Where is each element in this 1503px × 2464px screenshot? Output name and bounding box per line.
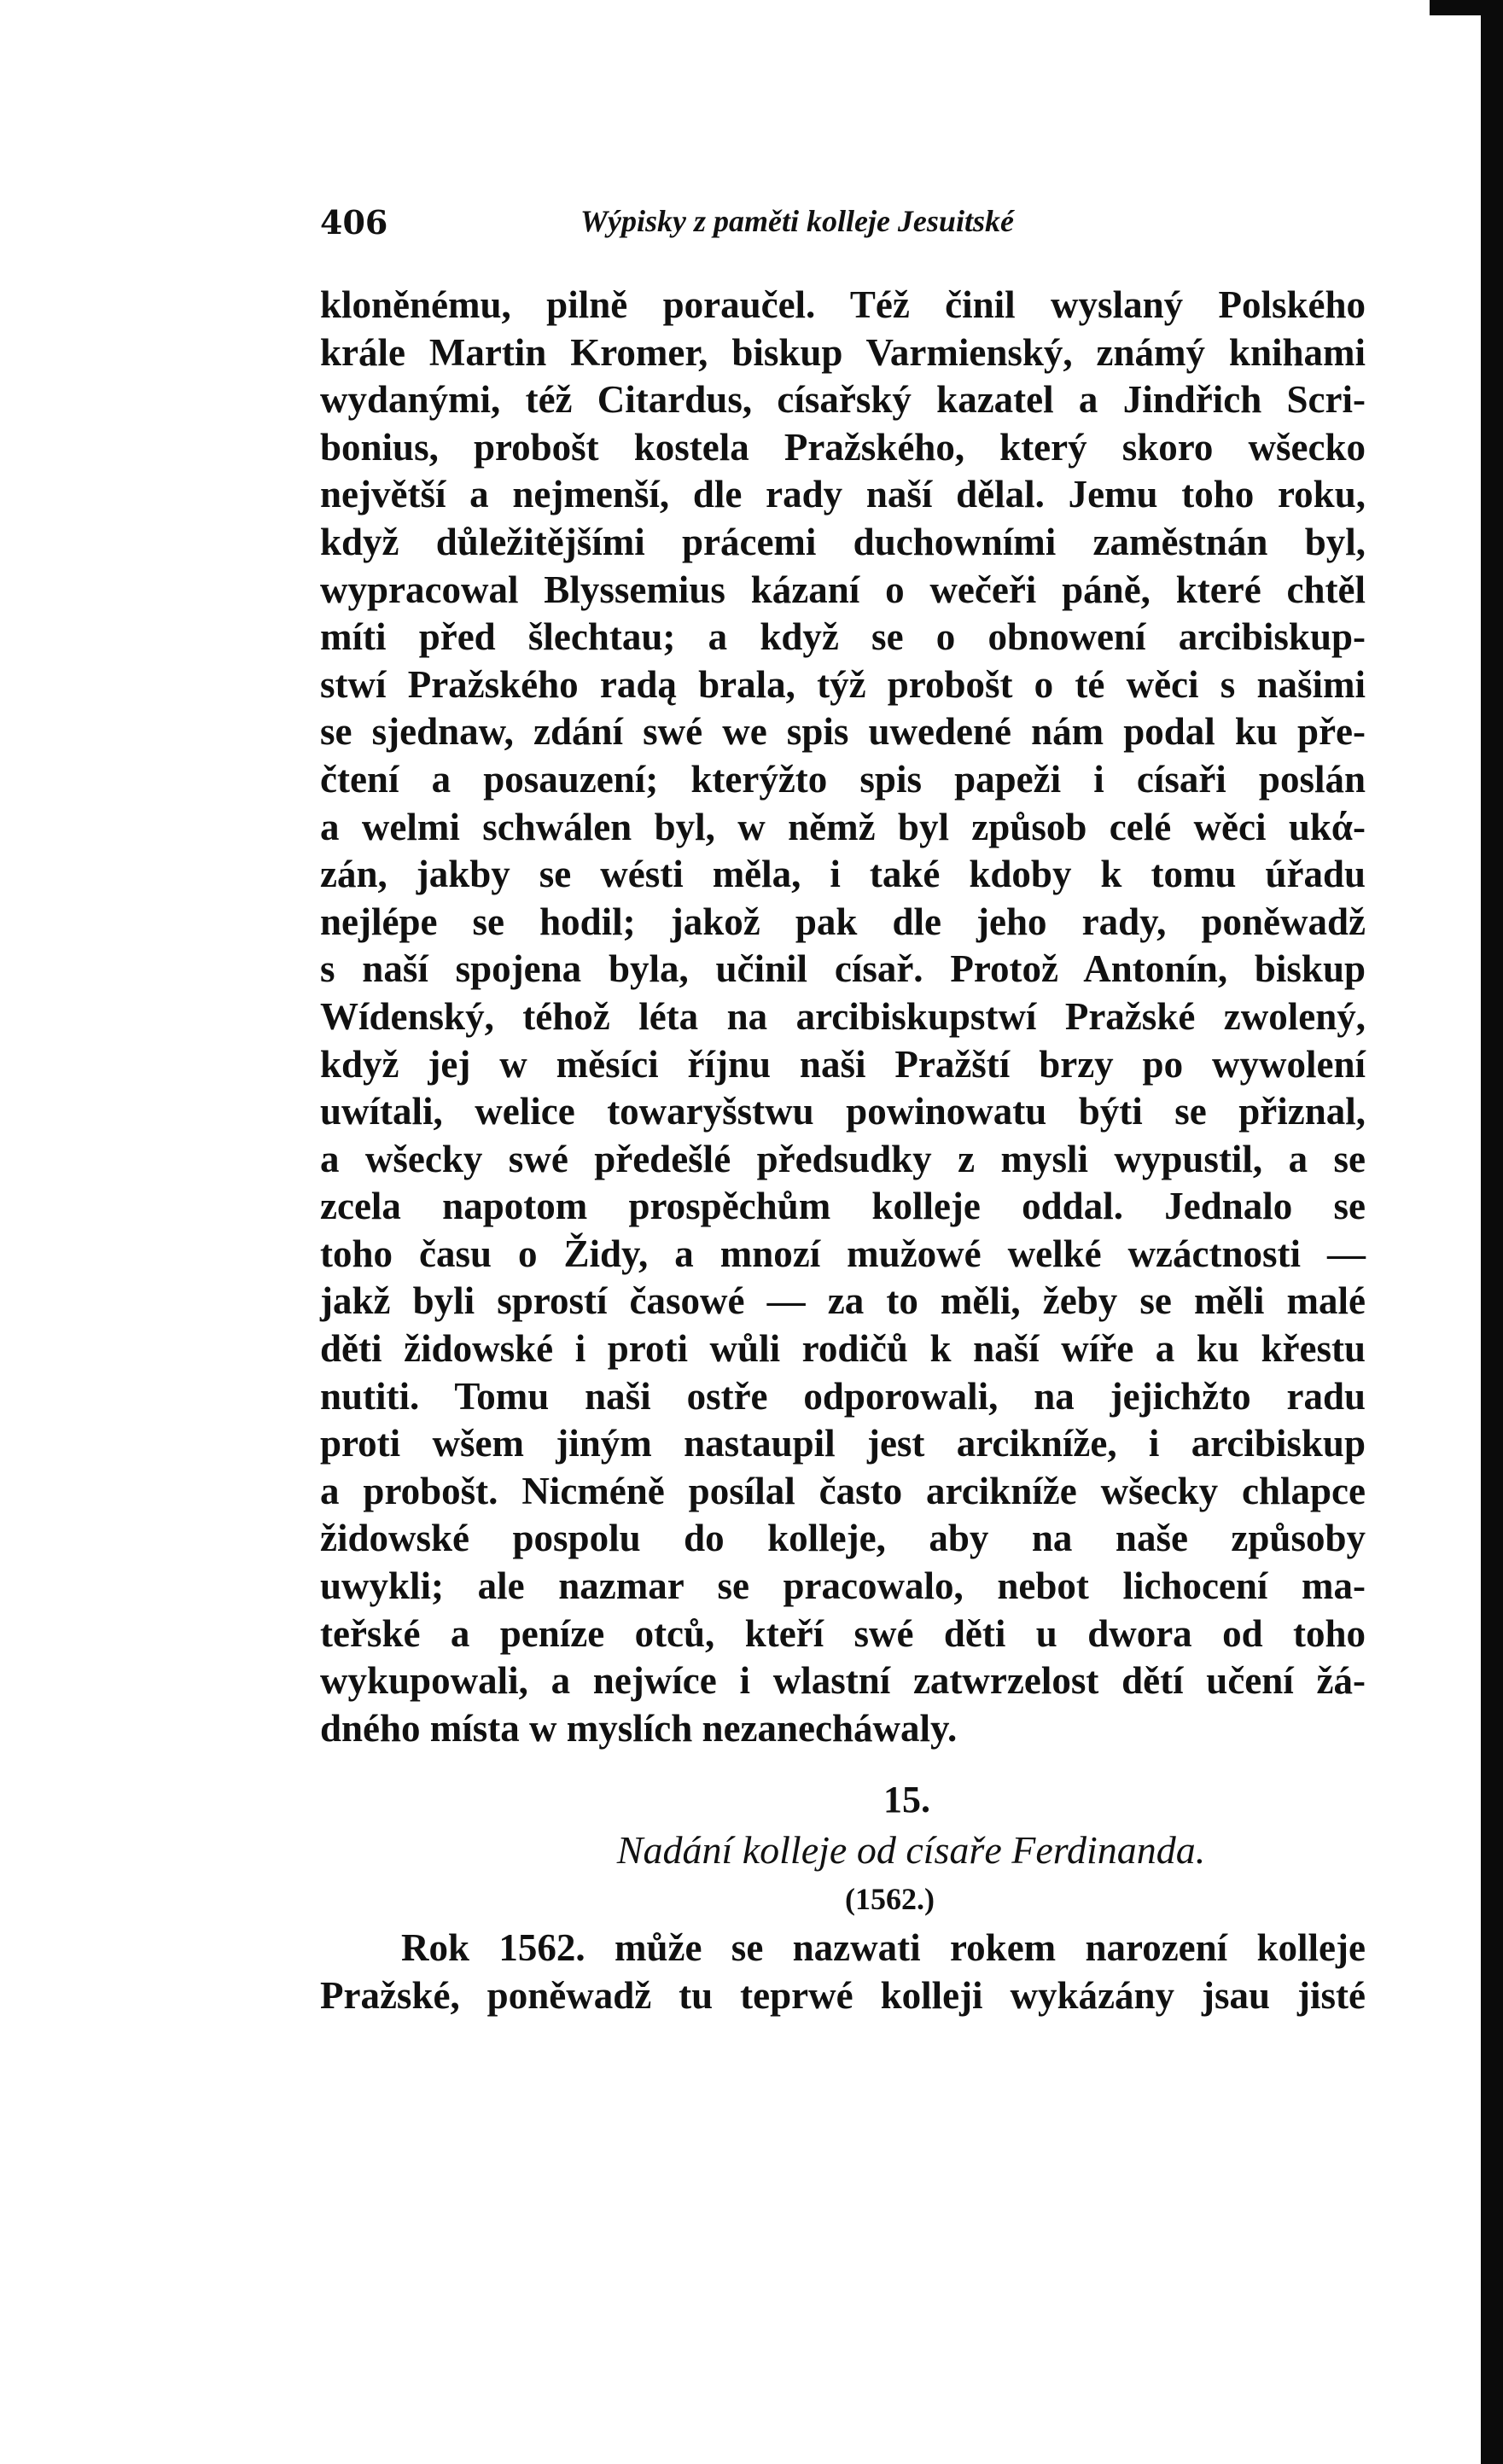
text-line: dného místa w myslích nezanecháwaly.	[320, 1706, 958, 1750]
text-line: Pražské, poněwadž tu teprwé kolleji wykázány jsau jisté	[320, 1974, 1366, 2017]
text-line: stwí Pražského radą brala, týž probošt o té wěci s našimi	[320, 662, 1366, 706]
book-page	[320, 196, 1366, 2020]
text-line: děti židowské i proti wůli rodičů k naší wíře a ku křestu	[320, 1327, 1366, 1371]
text-line: wypracowal Blyssemius kázaní o wečeři páně, které chtěl	[320, 568, 1366, 611]
scan-border-top	[1430, 0, 1481, 15]
text-line: teřské a peníze otců, kteří swé děti u dwora od toho	[320, 1611, 1366, 1655]
section-number: 15.	[883, 1779, 930, 1821]
page-number: 406	[320, 203, 388, 242]
text-line: zcela napotom prospěchům kolleje oddal. Jednalo se	[320, 1185, 1366, 1228]
text-line: nejlépe se hodil; jakož pak dle jeho rady, poněwadž	[320, 900, 1366, 943]
text-line: když důležitějšími prácemi duchowními zaměstnán byl,	[320, 520, 1366, 563]
text-line: se sjednaw, zdání swé we spis uwedené nám podal ku pře-	[320, 710, 1366, 754]
text-line: a welmi schwálen byl, w němž byl způsob celé wěci ukά-	[320, 805, 1366, 848]
text-line: zán, jakby se wésti měla, i také kdoby k tomu úřadu	[320, 853, 1366, 896]
text-line: a probošt. Nicméně posílal často arcikníže wšecky chlapce	[320, 1469, 1366, 1512]
text-line: uwykli; ale nazmar se pracowalo, nebot lichocení ma-	[320, 1564, 1366, 1608]
text-line: židowské pospolu do kolleje, aby na naše způsoby	[320, 1517, 1366, 1560]
text-line: čtení a posauzení; kterýžto spis papeži i císaři poslán	[320, 757, 1366, 801]
text-line: když jej w měsíci říjnu naši Pražští brzy po wywolení	[320, 1042, 1366, 1086]
text-line: míti před šlechtau; a když se o obnowení arcibiskup-	[320, 615, 1366, 659]
text-line: wykupowali, a nejwíce i wlastní zatwrzelost dětí učení žá-	[320, 1659, 1366, 1703]
text-line: krále Martin Kromer, biskup Varmienský, známý knihami	[320, 330, 1366, 374]
running-head: Wýpisky z paměti kolleje Jesuitské	[580, 204, 1014, 238]
section-title: Nadání kolleje od císaře Ferdinanda.	[616, 1828, 1206, 1873]
text-line: uwítali, welice towaryšstwu powinowatu býti se přiznal,	[320, 1090, 1366, 1133]
text-line: kloněnému, pilně poraučel. Též činil wyslaný Polského	[320, 283, 1366, 326]
text-line: a wšecky swé předešlé předsudky z mysli wypustil, a se	[320, 1137, 1366, 1180]
text-line: bonius, probošt kostela Pražského, který skoro wšecko	[320, 425, 1366, 469]
text-line: největší a nejmenší, dle rady naší dělal. Jemu toho roku,	[320, 473, 1366, 516]
section-body-text	[320, 1925, 1366, 2019]
page-header	[320, 196, 1366, 256]
text-line: Wídenský, téhož léta na arcibiskupstwí Pražské zwolený,	[320, 994, 1366, 1038]
text-line: wydanými, též Citardus, císařský kazatel a Jindřich Scri-	[320, 378, 1366, 422]
scan-border-right	[1481, 0, 1503, 2464]
body-text	[320, 282, 1366, 1752]
text-line: Rok 1562. může se nazwati rokem narození kolleje	[401, 1926, 1366, 1970]
text-line: s naší spojena byla, učinil císař. Protož Antonín, biskup	[320, 947, 1366, 991]
text-line: proti wšem jiným nastaupil jest arcikníže, i arcibiskup	[320, 1422, 1366, 1465]
text-line: nutiti. Tomu naši ostře odporowali, na jejichžto radu	[320, 1374, 1366, 1418]
text-line: toho času o Židy, a mnozí mužowé welké wzáctnosti —	[320, 1232, 1366, 1275]
text-line: jakž byli sprostí časowé — za to měli, žeby se měli malé	[320, 1279, 1366, 1323]
section-year: (1562.)	[845, 1882, 935, 1917]
